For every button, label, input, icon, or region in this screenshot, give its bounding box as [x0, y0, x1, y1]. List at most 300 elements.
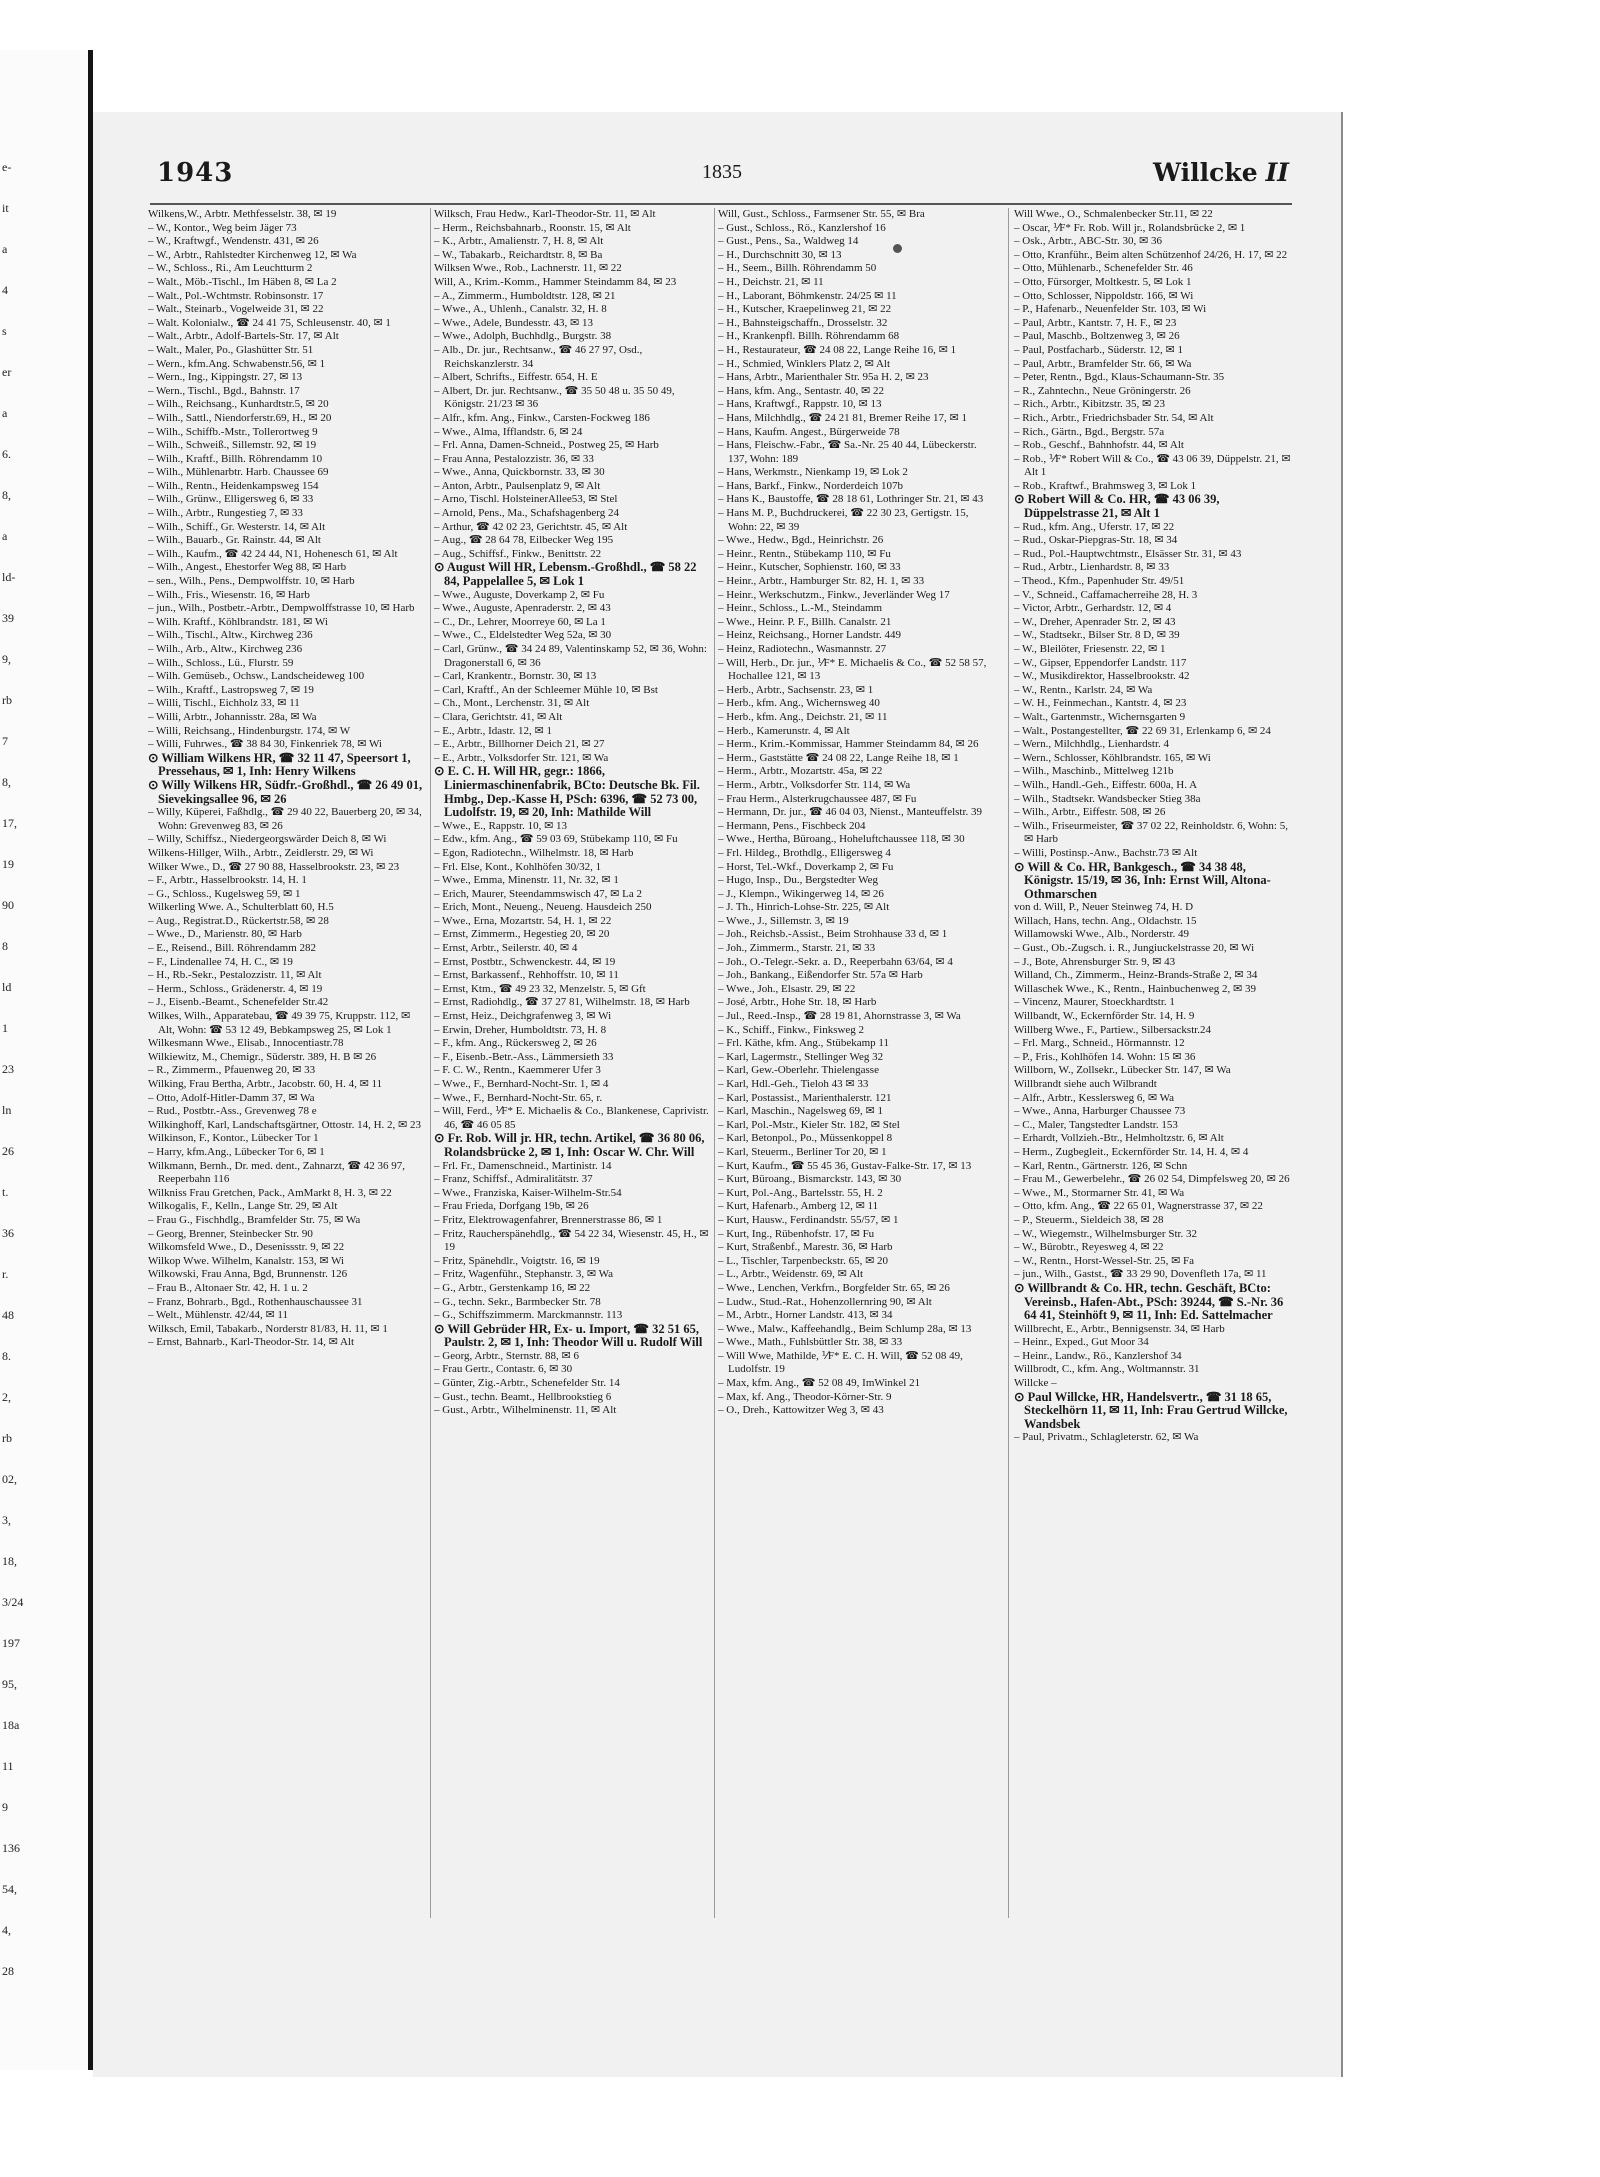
directory-entry: – Egon, Radiotechn., Wilhelmstr. 18, ✉ Harb — [434, 846, 634, 859]
directory-entry: – Carl, Kraftf., An der Schleemer Mühle 10, ✉ Bst — [434, 683, 658, 696]
directory-entry: – Ernst, Arbtr., Seilerstr. 40, ✉ 4 — [434, 942, 578, 955]
edge-text-fragment: ld — [2, 980, 12, 994]
directory-entry: – Ernst, Ktm., ☎ 49 23 32, Menzelstr. 5, ✉ Gft — [434, 982, 646, 995]
directory-entry: – H., Bahnsteigschaffn., Drosselstr. 32 — [718, 316, 888, 329]
directory-entry: Wilking, Frau Bertha, Arbtr., Jacobstr. 60, H. 4, ✉ 11 — [148, 1078, 383, 1090]
edge-text-fragment: rb — [2, 693, 12, 707]
directory-entry: – P., Steuerm., Sieldeich 38, ✉ 28 — [1014, 1213, 1164, 1226]
directory-entry: – Hans, Barkf., Finkw., Norderdeich 107b — [718, 479, 904, 492]
directory-entry: – Kurt, Kaufm., ☎ 55 45 36, Gustav-Falke-Str. 17, ✉ 13 — [718, 1159, 972, 1172]
directory-entry: – Rud., kfm. Ang., Uferstr. 17, ✉ 22 — [1014, 520, 1175, 533]
directory-entry: – Wwe., Emma, Minenstr. 11, Nr. 32, ✉ 1 — [434, 874, 619, 887]
directory-entry: – Wilh., Arbtr., Eiffestr. 508, ✉ 26 — [1014, 806, 1166, 819]
directory-entry: – Rud., Postbtr.-Ass., Grevenweg 78 e — [148, 1105, 317, 1118]
directory-entry: – Herb., Kamerunstr. 4, ✉ Alt — [718, 724, 850, 737]
edge-text-fragment: er — [2, 365, 12, 379]
directory-entry: – W., Wiegemstr., Wilhelmsburger Str. 32 — [1014, 1227, 1198, 1240]
directory-entry: ⊙ Willy Wilkens HR, Südfr.-Großhdl., ☎ 26 49 01, Sievekingsallee 96, ✉ 26 — [148, 777, 423, 806]
directory-entry: – Wilh., Schiff., Gr. Westerstr. 14, ✉ Alt — [148, 520, 326, 533]
directory-entry: – W., Musikdirektor, Hasselbrookstr. 42 — [1014, 670, 1190, 683]
directory-entry: – Wern., Ing., Kippingstr. 27, ✉ 13 — [148, 371, 303, 384]
directory-entry: – W., Arbtr., Rahlstedter Kirchenweg 12, ✉ Wa — [148, 248, 357, 261]
directory-entry: – Frau Frieda, Dorfgang 19b, ✉ 26 — [434, 1200, 589, 1213]
header-rule — [150, 203, 1292, 205]
directory-entry: – Ernst, Zimmerm., Hegestieg 20, ✉ 20 — [434, 928, 610, 941]
directory-entry: – W., Rentn., Horst-Wessel-Str. 25, ✉ Fa — [1014, 1254, 1195, 1267]
directory-entry: – Wilh., Schweiß., Sillemstr. 92, ✉ 19 — [148, 439, 317, 452]
directory-entry: – Wilh., Kaufm., ☎ 42 24 44, N1, Hohenesch 61, ✉ Alt — [148, 547, 398, 560]
directory-entry: – Wwe., Math., Fuhlsbüttler Str. 38, ✉ 33 — [718, 1336, 903, 1349]
directory-entry: – Theod., Kfm., Papenhuder Str. 49/51 — [1014, 575, 1185, 588]
edge-text-fragment: 36 — [2, 1226, 14, 1240]
directory-entry: – J., Eisenb.-Beamt., Schenefelder Str.42 — [148, 996, 329, 1009]
directory-entry: – Horst, Tel.-Wkf., Doverkamp 2, ✉ Fu — [718, 860, 894, 873]
directory-entry: ⊙ August Will HR, Lebensm.-Großhdl., ☎ 58 22 84, Pappelallee 5, ✉ Lok 1 — [434, 560, 697, 589]
directory-entry: – Wwe., Hertha, Büroang., Hoheluftchaussee 118, ✉ 30 — [718, 833, 965, 846]
directory-entry: – Will Wwe, Mathilde, ⅟F* E. C. H. Will, ☎ 52 08 49, Ludolfstr. 19 — [718, 1349, 963, 1376]
directory-entry: Wilkinson, F., Kontor., Lübecker Tor 1 — [148, 1132, 319, 1145]
directory-entry: ⊙ Will & Co. HR, Bankgesch., ☎ 34 38 48, Königstr. 15/19, ✉ 36, Inh: Ernst Will, Altona-Othmarschen — [1014, 859, 1271, 901]
directory-entry: – J. Th., Hinrich-Lohse-Str. 225, ✉ Alt — [718, 901, 890, 914]
directory-entry: – Hermann, Dr. jur., ☎ 46 04 03, Nienst., Manteuffelstr. 39 — [718, 806, 983, 819]
directory-entry: – E., Arbtr., Idastr. 12, ✉ 1 — [434, 724, 552, 737]
edge-text-fragment: 1 — [2, 1021, 8, 1035]
directory-entry: – Willy, Schiffsz., Niedergeorgswärder Deich 8, ✉ Wi — [148, 833, 387, 846]
directory-entry: – Carl, Krankentr., Bornstr. 30, ✉ 13 — [434, 670, 597, 683]
column-3 — [718, 208, 998, 1918]
directory-entry: – O., Dreh., Kattowitzer Weg 3, ✉ 43 — [718, 1404, 884, 1417]
edge-text-fragment: a — [2, 242, 8, 256]
directory-entry: – H., Rb.-Sekr., Pestalozzistr. 11, ✉ Alt — [148, 969, 322, 982]
directory-entry: – Frau M., Gewerbelehr., ☎ 26 02 54, Dimpfelsweg 20, ✉ 26 — [1014, 1173, 1290, 1186]
directory-entry: – Wilh. Kraftf., Köhlbrandstr. 181, ✉ Wi — [148, 615, 328, 628]
directory-entry: – Karl, Lagermstr., Stellinger Weg 32 — [718, 1050, 884, 1063]
edge-text-fragment: 02, — [2, 1472, 17, 1486]
directory-entry: – F., Arbtr., Hasselbrookstr. 14, H. 1 — [148, 874, 307, 887]
directory-entry: – Fritz, Elektrowagenfahrer, Brennerstrasse 86, ✉ 1 — [434, 1213, 663, 1226]
directory-entry: – Paul, Maschb., Boltzenweg 3, ✉ 26 — [1014, 330, 1180, 343]
directory-entry: – Herm., Arbtr., Mozartstr. 45a, ✉ 22 — [718, 765, 883, 778]
directory-entry: – Karl, Steuerm., Berliner Tor 20, ✉ 1 — [718, 1145, 887, 1158]
edge-text-fragment: t. — [2, 1185, 9, 1199]
directory-entry: – Peter, Rentn., Bgd., Klaus-Schaumann-Str. 35 — [1014, 371, 1225, 384]
edge-text-fragment: 95, — [2, 1677, 17, 1691]
directory-entry: – Osk., Arbtr., ABC-Str. 30, ✉ 36 — [1014, 235, 1162, 248]
directory-entry: – Wwe., Adolph, Buchhdlg., Burgstr. 38 — [434, 330, 612, 343]
directory-entry: – H., Seem., Billh. Röhrendamm 50 — [718, 262, 877, 275]
directory-entry: Wilkiewitz, M., Chemigr., Süderstr. 389, H. B ✉ 26 — [148, 1050, 377, 1063]
directory-entry: – Harry, kfm.Ang., Lübecker Tor 6, ✉ 1 — [148, 1145, 325, 1158]
directory-entry: – Erwin, Dreher, Humboldtstr. 73, H. 8 — [434, 1023, 607, 1036]
running-head — [1153, 158, 1289, 187]
directory-entry: – Alfr., kfm. Ang., Finkw., Carsten-Fockweg 186 — [434, 411, 650, 424]
directory-entry: – Rob., Kraftwf., Brahmsweg 3, ✉ Lok 1 — [1014, 479, 1197, 492]
directory-entry: – Edw., kfm. Ang., ☎ 59 03 69, Stübekamp 110, ✉ Fu — [434, 833, 678, 846]
directory-entry: – C., Maler, Tangstedter Landstr. 153 — [1014, 1118, 1178, 1131]
edge-text-fragment: 7 — [2, 734, 8, 748]
directory-entry: – Wilh., Bauarb., Gr. Rainstr. 44, ✉ Alt — [148, 534, 321, 547]
directory-entry: – Frl. Fr., Damenschneid., Martinistr. 14 — [434, 1159, 612, 1172]
directory-entry: – K., Arbtr., Amalienstr. 7, H. 8, ✉ Alt — [434, 235, 604, 248]
directory-entry: – L., Arbtr., Weidenstr. 69, ✉ Alt — [718, 1268, 864, 1281]
directory-entry: – Frau Herm., Alsterkrugchaussee 487, ✉ Fu — [718, 792, 917, 805]
header-year: 1943 — [157, 158, 234, 188]
directory-entry: – Georg, Brenner, Steinbecker Str. 90 — [148, 1227, 313, 1240]
directory-entry: – Hans, Kaufm. Angest., Bürgerweide 78 — [718, 425, 900, 438]
directory-entry: – Wwe., C., Eldelstedter Weg 52a, ✉ 30 — [434, 629, 612, 642]
page-header — [157, 158, 1289, 192]
edge-text-fragment: 26 — [2, 1144, 14, 1158]
directory-entry: – Wwe., M., Stormarner Str. 41, ✉ Wa — [1014, 1186, 1185, 1199]
directory-entry: – Frau Gertr., Contastr. 6, ✉ 30 — [434, 1363, 573, 1376]
directory-entry: – Frau B., Altonaer Str. 42, H. 1 u. 2 — [148, 1281, 308, 1294]
directory-entry: – Wilh., Fris., Wiesenstr. 16, ✉ Harb — [148, 588, 310, 601]
directory-entry: – Wilh., Friseurmeister, ☎ 37 02 22, Reinholdstr. 6, Wohn: 5, ✉ Harb — [1014, 819, 1288, 846]
directory-entry: Wilkogalis, F., Kelln., Lange Str. 29, ✉ Alt — [148, 1200, 338, 1213]
directory-entry: – A., Zimmerm., Humboldtstr. 128, ✉ 21 — [434, 289, 616, 302]
directory-entry: – Wwe., Joh., Elsastr. 29, ✉ 22 — [718, 982, 856, 995]
directory-entry: – Hugo, Insp., Du., Bergstedter Weg — [718, 874, 879, 887]
directory-entry: Wilkesmann Wwe., Elisab., Innocentiastr.78 — [148, 1037, 344, 1050]
directory-entry: – Gust., Schloss., Rö., Kanzlershof 16 — [718, 221, 886, 234]
directory-entry: – Wern., kfm.Ang. Schwabenstr.56, ✉ 1 — [148, 357, 326, 370]
directory-entry: – Otto, Kranführ., Beim alten Schützenhof 24/26, H. 17, ✉ 22 — [1014, 248, 1288, 261]
directory-entry: – Wilh., Kraftf., Lastropsweg 7, ✉ 19 — [148, 683, 314, 696]
directory-entry: – Wwe., Hedw., Bgd., Heinrichstr. 26 — [718, 534, 884, 547]
column-1 — [148, 208, 428, 1918]
directory-entry: Wilksch, Frau Hedw., Karl-Theodor-Str. 11, ✉ Alt — [434, 208, 656, 220]
directory-entry: – Heinr., Exped., Gut Moor 34 — [1014, 1336, 1149, 1349]
directory-entry: Willborn, W., Zollsekr., Lübecker Str. 147, ✉ Wa — [1014, 1064, 1231, 1077]
directory-entry: – Ernst, Heiz., Deichgrafenweg 3, ✉ Wi — [434, 1010, 612, 1023]
directory-entry: – F., Lindenallee 74, H. C., ✉ 19 — [148, 955, 293, 968]
directory-entry: – Franz, Schiffsf., Admiralitätstr. 37 — [434, 1173, 593, 1186]
directory-entry: – Gust., Arbtr., Wilhelminenstr. 11, ✉ Alt — [434, 1404, 617, 1417]
directory-entry: – Wwe., Adele, Bundesstr. 43, ✉ 13 — [434, 316, 594, 329]
directory-entry: – G., Schloss., Kugelsweg 59, ✉ 1 — [148, 887, 301, 900]
directory-entry: – Herm., Schloss., Grädenerstr. 4, ✉ 19 — [148, 982, 323, 995]
running-head-name: Willcke — [1153, 158, 1258, 187]
directory-entry: Willaschek Wwe., K., Rentn., Hainbuchenweg 2, ✉ 39 — [1014, 982, 1256, 995]
directory-entry: – Wilh., Schloss., Lü., Flurstr. 59 — [148, 656, 294, 669]
directory-entry: – W., Tabakarb., Reichardtstr. 8, ✉ Ba — [434, 248, 603, 261]
directory-entry: – Frl. Else, Kont., Kohlhöfen 30/32, 1 — [434, 860, 602, 873]
directory-entry: – Rich., Gärtn., Bgd., Bergstr. 57a — [1014, 425, 1165, 438]
directory-entry: ⊙ Will Gebrüder HR, Ex- u. Import, ☎ 32 51 65, Paulstr. 2, ✉ 1, Inh: Theodor Will u. Rudolf Will — [434, 1321, 703, 1350]
directory-entry: – E., Arbtr., Volksdorfer Str. 121, ✉ Wa — [434, 751, 609, 764]
directory-entry: Willand, Ch., Zimmerm., Heinz-Brands-Straße 2, ✉ 34 — [1014, 969, 1258, 982]
directory-entry: – H., Deichstr. 21, ✉ 11 — [718, 275, 824, 288]
directory-entry: Willberg Wwe., F., Partiew., Silbersackstr.24 — [1014, 1023, 1212, 1036]
directory-entry: – Wwe., J., Sillemstr. 3, ✉ 19 — [718, 914, 849, 927]
directory-entry: – Rich., Arbtr., Friedrichsbader Str. 54, ✉ Alt — [1014, 411, 1214, 424]
directory-entry: – Rud., Arbtr., Lienhardstr. 8, ✉ 33 — [1014, 561, 1170, 574]
directory-entry: – Herm., Gaststätte ☎ 24 08 22, Lange Reihe 18, ✉ 1 — [718, 751, 959, 764]
directory-entry: Wilksch, Emil, Tabakarb., Norderstr 81/83, H. 11, ✉ 1 — [148, 1322, 388, 1335]
directory-entry: Wilkop Wwe. Wilhelm, Kanalstr. 153, ✉ Wi — [148, 1254, 345, 1267]
directory-entry: – Gust., Pens., Sa., Waldweg 14 — [718, 235, 859, 248]
directory-entry: – Wilh., Arb., Altw., Kirchweg 236 — [148, 643, 303, 655]
directory-entry: – Rud., Pol.-Hauptwchtmstr., Elsässer Str. 31, ✉ 43 — [1014, 547, 1242, 560]
directory-entry: – Arno, Tischl. HolsteinerAllee53, ✉ Stel — [434, 493, 618, 506]
directory-entry: – Frl. Hildeg., Brothdlg., Elligersweg 4 — [718, 846, 891, 859]
directory-entry: Wilkmann, Bernh., Dr. med. dent., Zahnarzt, ☎ 42 36 97, Reeperbahn 116 — [148, 1159, 406, 1186]
directory-entry: – Wern., Milchhdlg., Lienhardstr. 4 — [1014, 738, 1170, 751]
directory-entry: – Ernst, Radiohdlg., ☎ 37 27 81, Wilhelmstr. 18, ✉ Harb — [434, 996, 690, 1009]
directory-entry: – Günter, Zig.-Arbtr., Schenefelder Str. 14 — [434, 1377, 620, 1390]
directory-entry: – W., Kontor., Weg beim Jäger 73 — [148, 221, 297, 234]
edge-text-fragment: 18a — [2, 1718, 20, 1732]
edge-text-fragment: 54, — [2, 1882, 17, 1896]
directory-entry: – Karl, Betonpol., Po., Müssenkoppel 8 — [718, 1132, 893, 1145]
edge-text-fragment: 8 — [2, 939, 8, 953]
directory-entry: – Fritz, Wagenführ., Stephanstr. 3, ✉ Wa — [434, 1268, 614, 1281]
directory-entry: – H., Durchschnitt 30, ✉ 13 — [718, 248, 842, 261]
directory-entry: – F. C. W., Rentn., Kaemmerer Ufer 3 — [434, 1064, 601, 1077]
edge-text-fragment: a — [2, 529, 8, 543]
directory-entry: – Frl. Käthe, kfm. Ang., Stübekamp 11 — [718, 1037, 889, 1050]
directory-entry: – Wilh., Rentn., Heidenkampsweg 154 — [148, 479, 319, 492]
directory-entry: – Ernst, Postbtr., Schwenckestr. 44, ✉ 19 — [434, 955, 616, 968]
directory-entry: – W., Bleilöter, Friesenstr. 22, ✉ 1 — [1014, 643, 1166, 655]
directory-entry: – Herm., Zugbegleit., Eckernförder Str. 14, H. 4, ✉ 4 — [1014, 1145, 1249, 1158]
directory-entry: – Otto, Mühlenarb., Schenefelder Str. 46 — [1014, 262, 1193, 275]
directory-entry: – Clara, Gerichtstr. 41, ✉ Alt — [434, 710, 563, 723]
directory-entry: – Wilh., Grünw., Elligersweg 6, ✉ 33 — [148, 493, 314, 506]
directory-entry: – jun., Wilh., Postbetr.-Arbtr., Dempwolffstrasse 10, ✉ Harb — [148, 602, 415, 615]
directory-entry: – Wilh., Mühlenarbtr. Harb. Chaussee 69 — [148, 466, 329, 479]
directory-entry: ⊙ Willbrandt & Co. HR, techn. Geschäft, BCto: Vereinsb., Hafen-Abt., PSch: 39244, ☎ S.-Nr. 36 64 41, Steinhöft 9, ✉ 11, Inh: Ed. Sattelmacher — [1014, 1280, 1284, 1323]
directory-entry: – H., Kutscher, Kraepelinweg 21, ✉ 22 — [718, 303, 892, 316]
directory-entry: – Ch., Mont., Lerchenstr. 31, ✉ Alt — [434, 697, 590, 710]
directory-entry: von d. Will, P., Neuer Steinweg 74, H. D — [1014, 901, 1194, 914]
directory-entry: – Paul, Postfacharb., Süderstr. 12, ✉ 1 — [1014, 343, 1184, 356]
directory-entry: – Hans, Kraftwgf., Rappstr. 10, ✉ 13 — [718, 398, 882, 411]
edge-text-fragment: it — [2, 201, 9, 215]
directory-entry: – Joh., O.-Telegr.-Sekr. a. D., Reeperbahn 63/64, ✉ 4 — [718, 955, 953, 968]
directory-entry: – Carl, Grünw., ☎ 34 24 89, Valentinskamp 52, ✉ 36, Wohn: Dragonerstall 6, ✉ 36 — [434, 643, 707, 669]
directory-entry: Wilkes, Wilh., Apparatebau, ☎ 49 39 75, Kruppstr. 112, ✉ Alt, Wohn: ☎ 53 12 49, Bebkampsweg 25, ✉ Lok 1 — [148, 1010, 411, 1036]
directory-entry: Wilkowski, Frau Anna, Bgd, Brunnenstr. 126 — [148, 1268, 348, 1281]
directory-entry: Wilkerling Wwe. A., Schulterblatt 60, H.5 — [148, 901, 334, 914]
directory-entry: – Fritz, Raucherspänehdlg., ☎ 54 22 34, Wiesenstr. 45, H., ✉ 19 — [434, 1227, 709, 1254]
directory-entry: – Wwe., E., Rappstr. 10, ✉ 13 — [434, 819, 568, 832]
directory-entry: – C., Dr., Lehrer, Moorreye 60, ✉ La 1 — [434, 615, 606, 628]
edge-text-fragment: 11 — [2, 1759, 14, 1773]
directory-entry: ⊙ Robert Will & Co. HR, ☎ 43 06 39, Düppelstrasse 21, ✉ Alt 1 — [1014, 492, 1220, 521]
directory-entry: – sen., Wilh., Pens., Dempwolffstr. 10, ✉ Harb — [148, 575, 355, 588]
directory-entry: – Walt., Gartenmstr., Wichernsgarten 9 — [1014, 710, 1186, 723]
directory-entry: – Wilh., Handl.-Geh., Eiffestr. 600a, H. A — [1014, 778, 1198, 791]
edge-text-fragment: 9, — [2, 652, 11, 666]
directory-entry: – Heinr., Arbtr., Hamburger Str. 82, H. 1, ✉ 33 — [718, 575, 925, 588]
directory-entry: – Will, Ferd., ⅟F* E. Michaelis & Co., Blankenese, Caprivistr. 46, ☎ 46 05 85 — [434, 1105, 709, 1131]
directory-entry: – Welt., Mühlenstr. 42/44, ✉ 11 — [148, 1309, 289, 1322]
directory-entry: Willamowski Wwe., Alb., Norderstr. 49 — [1014, 928, 1190, 941]
edge-text-fragment: r. — [2, 1267, 9, 1281]
column-divider — [430, 208, 431, 1918]
directory-entry: – Herm., Krim.-Kommissar, Hammer Steindamm 84, ✉ 26 — [718, 738, 979, 751]
directory-entry: – Jul., Reed.-Insp., ☎ 28 19 81, Ahornstrasse 3, ✉ Wa — [718, 1010, 961, 1023]
directory-entry: – L., Tischler, Tarpenbeckstr. 65, ✉ 20 — [718, 1254, 889, 1267]
directory-entry: – Wwe., Anna, Harburger Chaussee 73 — [1014, 1105, 1186, 1118]
directory-entry: – W., Kraftwgf., Wendenstr. 431, ✉ 26 — [148, 235, 319, 248]
edge-text-fragment: e- — [2, 160, 12, 174]
edge-text-fragment: 6. — [2, 447, 11, 461]
directory-entry: Willach, Hans, techn. Ang., Oldachstr. 15 — [1014, 914, 1197, 927]
directory-entry: – Otto, kfm. Ang., ☎ 22 65 01, Wagnerstrasse 37, ✉ 22 — [1014, 1200, 1263, 1213]
directory-entry: – V., Schneid., Caffamacherreihe 28, H. 3 — [1014, 588, 1198, 601]
directory-entry: – J., Klempn., Wikingerweg 14, ✉ 26 — [718, 887, 884, 900]
directory-entry: – P., Hafenarb., Neuenfelder Str. 103, ✉ Wi — [1014, 303, 1207, 316]
column-4 — [1014, 208, 1294, 1918]
directory-entry: – Rich., Arbtr., Kibitzstr. 35, ✉ 23 — [1014, 398, 1165, 411]
directory-entry: – W., Stadtsekr., Bilser Str. 8 D, ✉ 39 — [1014, 629, 1180, 642]
directory-entry: – Rob., Geschf., Bahnhofstr. 44, ✉ Alt — [1014, 439, 1184, 452]
directory-entry: Willbandt, W., Eckernförder Str. 14, H. 9 — [1014, 1010, 1195, 1023]
directory-entry: – Wwe., F., Bernhard-Nocht-Str. 1, ✉ 4 — [434, 1078, 609, 1090]
directory-entry: – Walt., Postangestellter, ☎ 22 69 31, Erlenkamp 6, ✉ 24 — [1014, 724, 1271, 737]
directory-entry: Wilkinghoff, Karl, Landschaftsgärtner, Ottostr. 14, H. 2, ✉ 23 — [148, 1118, 421, 1131]
directory-entry: – Herb., kfm. Ang., Deichstr. 21, ✉ 11 — [718, 710, 888, 723]
directory-entry: – Wwe., Malw., Kaffeehandlg., Beim Schlump 28a, ✉ 13 — [718, 1322, 972, 1335]
directory-entry: – Kurt, Hausw., Ferdinandstr. 55/57, ✉ 1 — [718, 1213, 899, 1226]
directory-entry: – K., Schiff., Finkw., Finksweg 2 — [718, 1023, 865, 1036]
edge-text-fragment: 9 — [2, 1800, 8, 1814]
directory-entry: – Vincenz, Maurer, Stoeckhardtstr. 1 — [1014, 996, 1175, 1009]
edge-text-fragment: ld- — [2, 570, 16, 584]
directory-entry: ⊙ Fr. Rob. Will jr. HR, techn. Artikel, ☎ 36 80 06, Rolandsbrücke 2, ✉ 1, Inh: Oscar W. Chr. Will — [434, 1131, 705, 1159]
directory-entry: – Wwe., Auguste, Apenraderstr. 2, ✉ 43 — [434, 602, 611, 615]
edge-text-fragment: 48 — [2, 1308, 14, 1322]
directory-entry: – W., Schloss., Ri., Am Leuchtturm 2 — [148, 262, 313, 275]
directory-entry: – Arthur, ☎ 42 02 23, Gerichtstr. 45, ✉ Alt — [434, 520, 628, 533]
column-divider — [714, 208, 715, 1918]
directory-entry: – Wilh., Reichsang., Kunhardtstr.5, ✉ 20 — [148, 398, 329, 411]
directory-entry: – Ludw., Stud.-Rat., Hohenzollernring 90, ✉ Alt — [718, 1295, 932, 1308]
directory-entry: – Wwe., Anna, Quickbornstr. 33, ✉ 30 — [434, 466, 605, 479]
edge-text-fragment: 197 — [2, 1636, 20, 1650]
directory-entry: – Hans, Arbtr., Marienthaler Str. 95a H. 2, ✉ 23 — [718, 371, 929, 384]
adjacent-page-edge — [0, 50, 93, 2070]
directory-entry: – José, Arbtr., Hohe Str. 18, ✉ Harb — [718, 996, 877, 1009]
directory-entry: – Wilh., Kraftf., Billh. Röhrendamm 10 — [148, 452, 323, 465]
directory-entry: – Frl. Marg., Schneid., Hörmannstr. 12 — [1014, 1037, 1185, 1050]
directory-entry: ⊙ William Wilkens HR, ☎ 32 11 47, Speersort 1, Pressehaus, ✉ 1, Inh: Henry Wilkens — [148, 750, 411, 779]
directory-entry: – Wwe., Franziska, Kaiser-Wilhelm-Str.54 — [434, 1186, 622, 1199]
directory-entry: – jun., Wilh., Gastst., ☎ 33 29 90, Dovenfleth 17a, ✉ 11 — [1014, 1268, 1267, 1281]
directory-entry: – J., Bote, Ahrensburger Str. 9, ✉ 43 — [1014, 955, 1176, 968]
directory-entry: – Wwe., Auguste, Doverkamp 2, ✉ Fu — [434, 588, 605, 601]
edge-text-fragment: 136 — [2, 1841, 20, 1855]
directory-entry: – Frl. Anna, Damen-Schneid., Postweg 25, ✉ Harb — [434, 439, 659, 452]
directory-entry: – Karl, Gew.-Oberlehr. Thielengasse — [718, 1064, 879, 1077]
directory-entry: – Paul, Arbtr., Kantstr. 7, H. F., ✉ 23 — [1014, 316, 1177, 329]
directory-entry: – Wwe., F., Bernhard-Nocht-Str. 65, r. — [434, 1091, 603, 1104]
edge-text-fragment: 90 — [2, 898, 14, 912]
directory-entry: Wilkens,W., Arbtr. Methfesselstr. 38, ✉ 19 — [148, 208, 337, 220]
directory-entry: – Wern., Schlosser, Köhlbrandstr. 165, ✉ Wi — [1014, 751, 1211, 764]
directory-entry: – Willi, Fuhrwes., ☎ 38 84 30, Finkenriek 78, ✉ Wi — [148, 738, 382, 751]
directory-entry: – Albert, Dr. jur. Rechtsanw., ☎ 35 50 48 u. 35 50 49, Königstr. 21/23 ✉ 36 — [434, 384, 675, 411]
directory-entry: – Walt., Pol.-Wchtmstr. Robinsonstr. 17 — [148, 289, 324, 302]
page-number: 1835 — [702, 161, 742, 183]
directory-entry: Wilkens-Hillger, Wilh., Arbtr., Zeidlerstr. 29, ✉ Wi — [148, 846, 374, 859]
directory-entry: – Hans M. P., Buchdruckerei, ☎ 22 30 23, Gertigstr. 15, Wohn: 22, ✉ 39 — [718, 507, 969, 533]
directory-entry: – Heinz, Reichsang., Horner Landstr. 449 — [718, 629, 901, 642]
directory-entry: – Walt. Kolonialw., ☎ 24 41 75, Schleusenstr. 40, ✉ 1 — [148, 316, 391, 329]
edge-text-fragment: 28 — [2, 1964, 14, 1978]
directory-entry: – Wwe., Alma, Ifflandstr. 6, ✉ 24 — [434, 425, 583, 438]
directory-entry: – F., Eisenb.-Betr.-Ass., Lämmersieth 33 — [434, 1050, 614, 1063]
directory-entry: – Hans, Fleischw.-Fabr., ☎ Sa.-Nr. 25 40 44, Lübeckerstr. 137, Wohn: 189 — [718, 439, 977, 465]
directory-entry: – W., Gipser, Eppendorfer Landstr. 117 — [1014, 656, 1187, 669]
directory-entry: – Herb., Arbtr., Sachsenstr. 23, ✉ 1 — [718, 683, 874, 696]
directory-entry: – Joh., Zimmerm., Starstr. 21, ✉ 33 — [718, 942, 876, 955]
directory-entry: – Aug., Registrat.D., Rückertstr.58, ✉ 28 — [148, 914, 329, 927]
directory-entry: – Joh., Bankang., Eißendorfer Str. 57a ✉ Harb — [718, 969, 923, 982]
directory-entry: – Otto, Fürsorger, Moltkestr. 5, ✉ Lok 1 — [1014, 275, 1192, 288]
edge-text-fragment: a — [2, 406, 8, 420]
directory-entry: Willbrandt siehe auch Wilbrandt — [1014, 1078, 1157, 1090]
directory-entry: – Wilh. Gemüseb., Ochsw., Landscheideweg 100 — [148, 670, 365, 683]
directory-entry: – H., Krankenpfl. Billh. Röhrendamm 68 — [718, 330, 900, 343]
directory-entry: ⊙ Paul Willcke, HR, Handelsvertr., ☎ 31 18 65, Steckelhörn 11, ✉ 11, Inh: Frau Gertrud Willcke, Wandsbek — [1014, 1389, 1288, 1431]
directory-entry: – Herb., kfm. Ang., Wichernsweg 40 — [718, 697, 880, 710]
edge-text-fragment: s — [2, 324, 7, 338]
directory-entry: – Hans, Milchhdlg., ☎ 24 21 81, Bremer Reihe 17, ✉ 1 — [718, 411, 967, 424]
directory-entry: – Kurt, Büroang., Bismarckstr. 143, ✉ 30 — [718, 1173, 902, 1186]
edge-text-fragment: 23 — [2, 1062, 14, 1076]
directory-entry: Willcke – — [1014, 1377, 1057, 1390]
directory-entry: – Gust., Ob.-Zugsch. i. R., Jungiuckelstrasse 20, ✉ Wi — [1014, 942, 1255, 955]
directory-entry: – Wwe., Heinr. P. F., Billh. Canalstr. 21 — [718, 615, 892, 628]
directory-entry: – Herm., Reichsbahnarb., Roonstr. 15, ✉ Alt — [434, 221, 631, 234]
directory-entry: – Wilh., Angest., Ehestorfer Weg 88, ✉ Harb — [148, 561, 347, 574]
directory-entry: – M., Arbtr., Horner Landstr. 413, ✉ 34 — [718, 1309, 893, 1322]
directory-entry: – F., kfm. Ang., Rückersweg 2, ✉ 26 — [434, 1037, 597, 1050]
directory-entry: – H., Restaurateur, ☎ 24 08 22, Lange Reihe 16, ✉ 1 — [718, 343, 957, 356]
directory-entry: – Joh., Reichsb.-Assist., Beim Strohhause 33 d, ✉ 1 — [718, 928, 948, 941]
directory-entry: – Willi, Reichsang., Hindenburgstr. 174, ✉ W — [148, 724, 351, 737]
directory-entry: – Karl, Rentn., Gärtnerstr. 126, ✉ Schn — [1014, 1159, 1188, 1172]
directory-entry: – Oscar, ⅟F* Fr. Rob. Will jr., Rolandsbrücke 2, ✉ 1 — [1014, 221, 1246, 234]
directory-entry: – Heinr., Landw., Rö., Kanzlershof 34 — [1014, 1349, 1182, 1362]
directory-entry: – E., Arbtr., Billhorner Deich 21, ✉ 27 — [434, 738, 605, 751]
directory-entry: – Wwe., Lenchen, Verkfrn., Borgfelder Str. 65, ✉ 26 — [718, 1281, 950, 1294]
directory-entry: – Heinr., Kutscher, Sophienstr. 160, ✉ 33 — [718, 561, 901, 574]
directory-entry: – Wwe., Erna, Mozartstr. 54, H. 1, ✉ 22 — [434, 914, 612, 927]
directory-entry: – Ernst, Bahnarb., Karl-Theodor-Str. 14, ✉ Alt — [148, 1336, 355, 1349]
edge-text-fragment: 19 — [2, 857, 14, 871]
edge-text-fragment: 3, — [2, 1513, 11, 1527]
directory-entry: – Otto, Adolf-Hitler-Damm 37, ✉ Wa — [148, 1091, 315, 1104]
directory-entry: – Heinz, Radiotechn., Wasmannstr. 27 — [718, 643, 887, 655]
directory-entry: – Wwe., A., Uhlenh., Canalstr. 32, H. 8 — [434, 303, 607, 316]
edge-text-fragment: 2, — [2, 1390, 11, 1404]
directory-entry: – Walt., Steinarb., Vogelweide 31, ✉ 22 — [148, 303, 324, 316]
directory-entry: – Aug., ☎ 28 64 78, Eilbecker Weg 195 — [434, 534, 614, 547]
directory-entry: Willbrecht, E., Arbtr., Bennigsenstr. 34, ✉ Harb — [1014, 1322, 1225, 1335]
directory-entry: – Arnold, Pens., Ma., Schafshagenberg 24 — [434, 507, 619, 520]
directory-entry: – W., Bürobtr., Reyesweg 4, ✉ 22 — [1014, 1241, 1164, 1254]
directory-entry: – Gust., techn. Beamt., Hellbrookstieg 6 — [434, 1390, 612, 1403]
directory-entry: – Willi, Arbtr., Johannisstr. 28a, ✉ Wa — [148, 710, 317, 723]
directory-entry: – Frau G., Fischhdlg., Bramfelder Str. 75, ✉ Wa — [148, 1213, 361, 1226]
directory-entry: – Karl, Pol.-Mstr., Kieler Str. 182, ✉ Stel — [718, 1118, 900, 1131]
directory-entry: – Alb., Dr. jur., Rechtsanw., ☎ 46 27 97, Osd., Reichskanzlerstr. 34 — [434, 343, 643, 370]
directory-entry: – Willi, Postinsp.-Anw., Bachstr.73 ✉ Alt — [1014, 846, 1198, 859]
